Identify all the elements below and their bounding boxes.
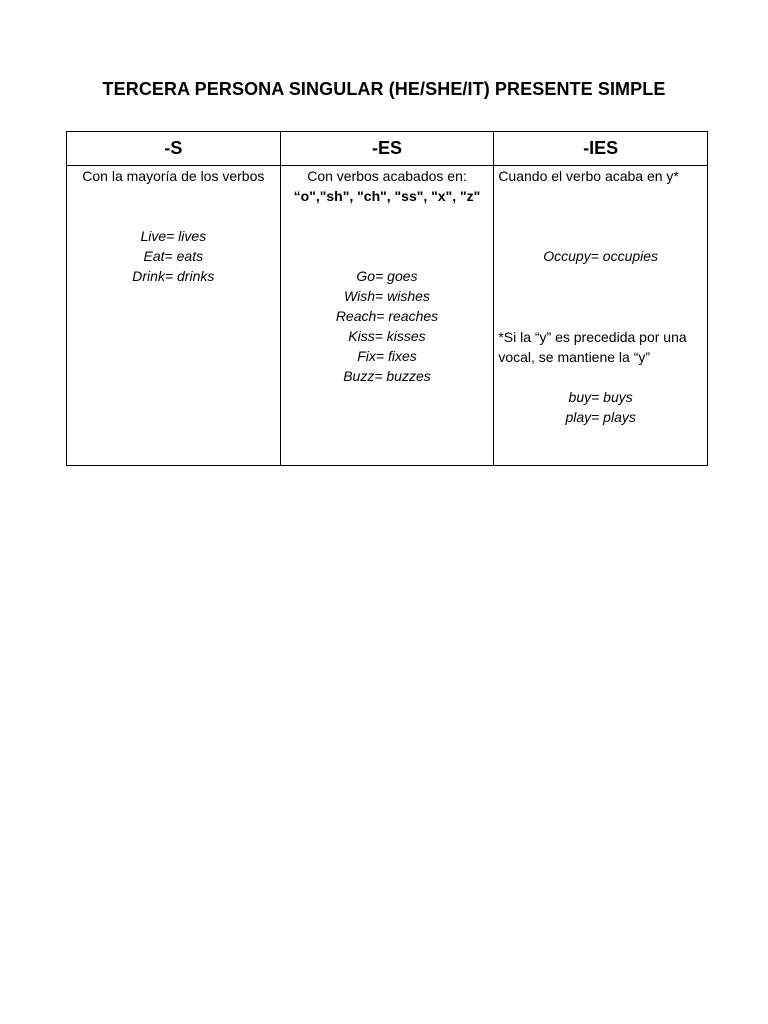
examples-es bbox=[281, 266, 494, 386]
description-s: Con la mayoría de los verbos bbox=[82, 168, 265, 184]
description-ies: Cuando el verbo acaba en y* bbox=[498, 168, 679, 184]
example-es-5: Fix= fixes bbox=[357, 348, 417, 364]
example-s-1: Live= lives bbox=[140, 228, 207, 244]
table-row bbox=[67, 166, 708, 466]
table-header-row bbox=[67, 132, 708, 166]
example-es-4: Kiss= kisses bbox=[348, 328, 426, 344]
example-s-3: Drink= drinks bbox=[132, 268, 215, 284]
header-s: -S bbox=[67, 132, 281, 166]
endings-list: “o","sh", "ch", "ss", "x", "z" bbox=[293, 188, 481, 204]
conjugation-table bbox=[66, 131, 708, 466]
note-ies-line-1: *Si la “y” es precedida por una bbox=[498, 329, 687, 345]
cell-es bbox=[280, 166, 494, 466]
example-ies-1: Occupy= occupies bbox=[543, 248, 659, 264]
example-es-2: Wish= wishes bbox=[344, 288, 430, 304]
example-s-2: Eat= eats bbox=[143, 248, 204, 264]
cell-s bbox=[67, 166, 281, 466]
cell-ies bbox=[494, 166, 708, 466]
header-ies: -IES bbox=[494, 132, 708, 166]
description-es: Con verbos acabados en: bbox=[307, 168, 467, 184]
example-es-6: Buzz= buzzes bbox=[343, 368, 431, 384]
header-es: -ES bbox=[280, 132, 494, 166]
endings-es bbox=[281, 186, 494, 206]
example-es-1: Go= goes bbox=[356, 268, 418, 284]
example-ies-3: play= plays bbox=[565, 409, 636, 425]
note-ies-line-2: vocal, se mantiene la “y” bbox=[498, 349, 651, 365]
examples-ies bbox=[494, 387, 707, 427]
page-title: TERCERA PERSONA SINGULAR (HE/SHE/IT) PRESENTE SIMPLE bbox=[102, 79, 666, 99]
note-ies bbox=[494, 327, 707, 367]
example-es-3: Reach= reaches bbox=[335, 308, 439, 324]
example-ies-block bbox=[494, 246, 707, 266]
example-ies-2: buy= buys bbox=[568, 389, 633, 405]
examples-s bbox=[67, 226, 280, 286]
